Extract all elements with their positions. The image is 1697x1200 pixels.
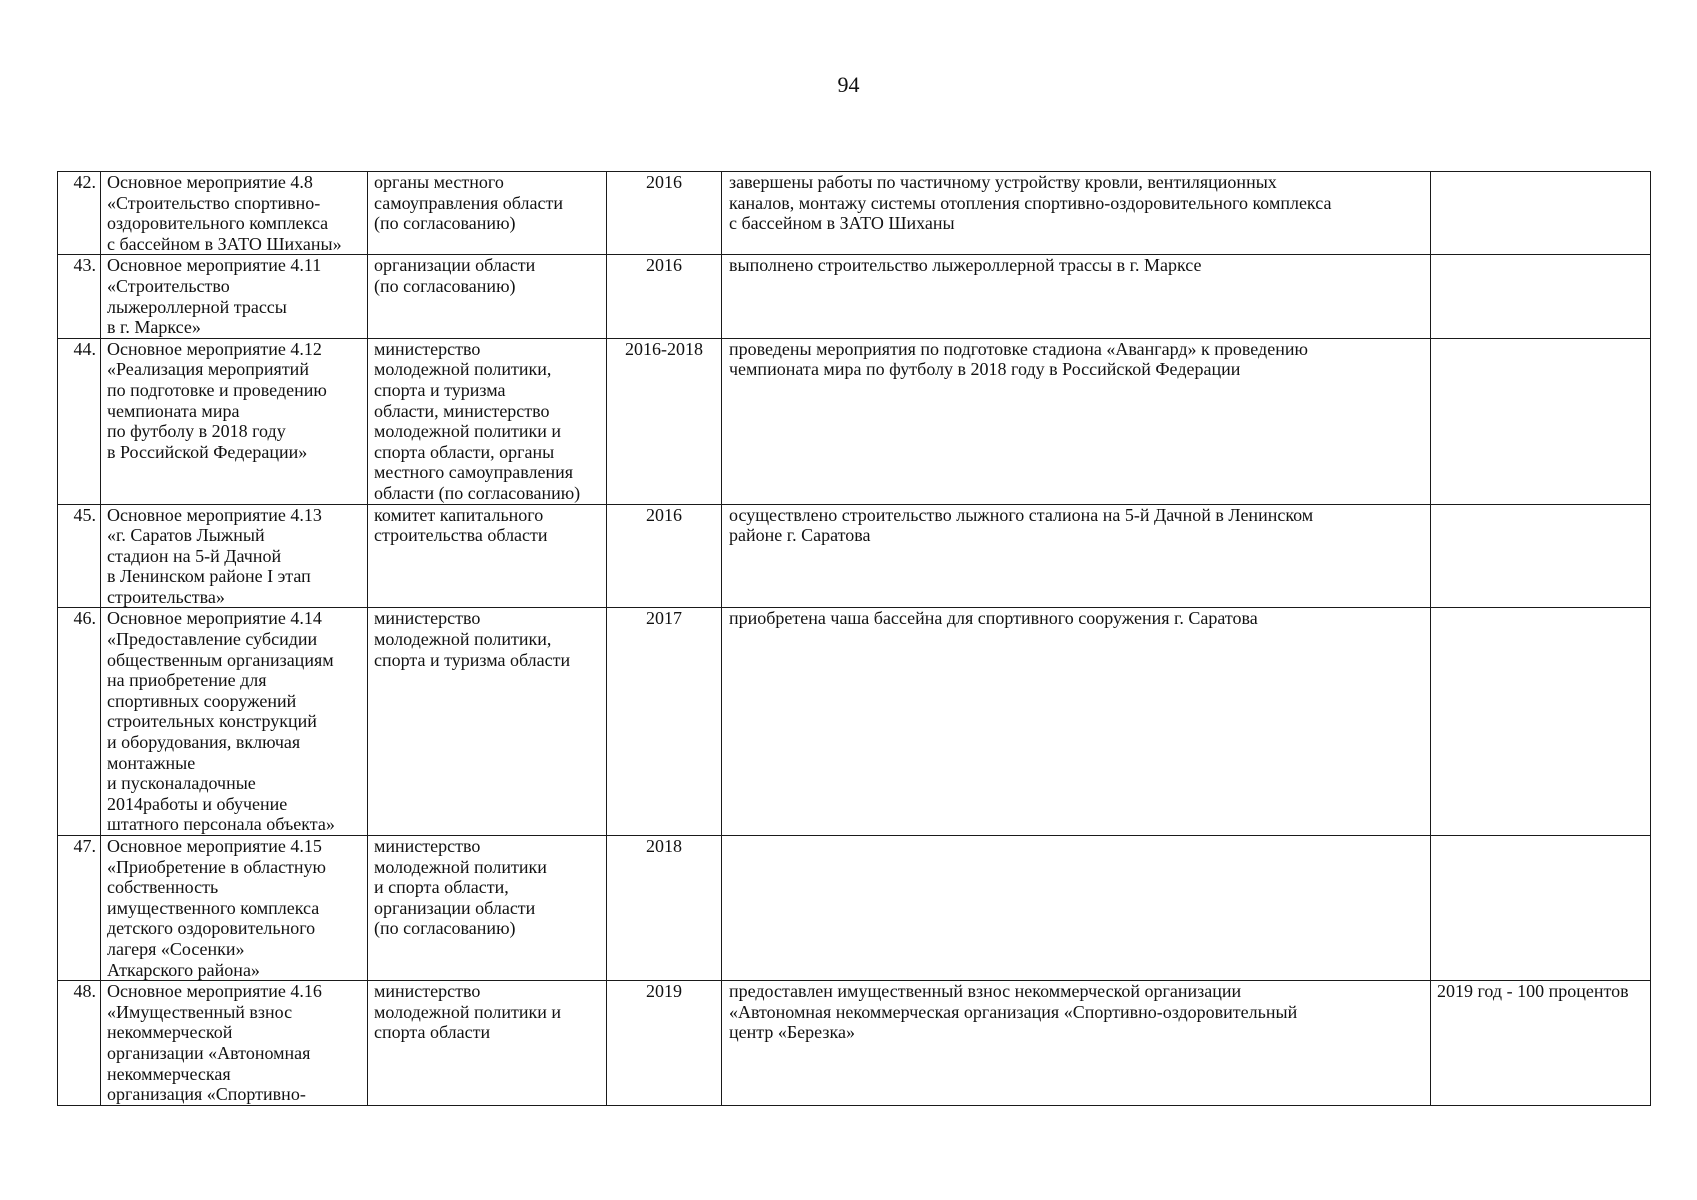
responsible-cell [368,504,607,608]
responsible-line: молодежной политики, [374,629,552,650]
responsible-line: молодежной политики и [374,421,561,442]
event-name-line: «Предоставление субсидии [107,629,318,650]
responsible-line: и спорта области, [374,877,509,898]
event-name-line: «г. Саратов Лыжный [107,525,265,546]
event-name-line: Основное мероприятие 4.12 [107,338,322,359]
responsible-line: министерство [374,338,481,359]
event-name-line: лагеря «Сосенки» [107,938,245,959]
report-table [57,171,1651,1106]
result-cell [722,504,1431,608]
result-line: с бассейном в ЗАТО Шиханы [729,213,955,234]
responsible-line: спорта области [374,1022,491,1043]
table-row [58,981,1651,1106]
table-row [58,836,1651,981]
event-name-line: Основное мероприятие 4.16 [107,981,322,1002]
event-name-cell [101,836,368,981]
event-name-line: и оборудования, включая [107,732,301,753]
responsible-line: молодежной политики, [374,359,552,380]
event-name-line: «Строительство спортивно- [107,192,321,213]
result-line: каналов, монтажу системы отопления спортивно-оздоровительного комплекса [729,192,1332,213]
responsible-line: комитет капитального [374,504,544,525]
event-name-line: «Реализация мероприятий [107,359,309,380]
responsible-line: спорта и туризма [374,379,506,400]
event-name-line: Основное мероприятие 4.11 [107,255,322,276]
event-name-cell [101,608,368,836]
event-name-line: некоммерческой [107,1022,233,1043]
responsible-cell [368,981,607,1106]
page-number: 94 [837,72,860,97]
responsible-cell [368,608,607,836]
event-name-line: спортивных сооружений [107,690,297,711]
result-cell [722,172,1431,255]
result-cell [722,255,1431,338]
row-number-cell: 48. [58,981,101,1106]
result-cell [722,981,1431,1106]
event-name-line: Основное мероприятие 4.15 [107,836,322,856]
event-name-line: «Строительство [107,275,230,296]
event-name-line: в Российской Федерации» [107,441,308,462]
event-name-line: некоммерческая [107,1063,231,1084]
result-line: «Автономная некоммерческая организация «Спортивно-оздоровительный [729,1001,1298,1022]
result-line: приобретена чаша бассейна для спортивного сооружения г. Саратова [729,608,1258,629]
event-name-line: строительных конструкций [107,711,317,732]
event-name-line: общественным организациям [107,649,334,670]
table-row [58,255,1651,338]
year-cell: 2019 [607,981,722,1106]
event-name-line: «Имущественный взнос [107,1001,293,1022]
event-name-line: организации «Автономная [107,1042,311,1063]
responsible-line: (по согласованию) [374,213,516,234]
year-cell: 2017 [607,608,722,836]
result-cell [722,608,1431,836]
result-line: чемпионата мира по футболу в 2018 году в Российской Федерации [729,359,1241,380]
table-row [58,608,1651,836]
result-line: проведены мероприятия по подготовке стадиона «Авангард» к проведению [729,338,1308,359]
event-name-line: организация «Спортивно- [107,1084,306,1105]
event-name-line: штатного персонала объекта» [107,814,335,835]
event-name-line: оздоровительного комплекса [107,213,329,234]
year-cell: 2016 [607,504,722,608]
event-name-cell [101,255,368,338]
year-cell: 2018 [607,836,722,981]
responsible-line: министерство [374,836,481,856]
event-name-line: детского оздоровительного [107,918,316,939]
row-number-cell: 45. [58,504,101,608]
event-name-line: в г. Марксе» [107,317,201,338]
result-line: районе г. Саратова [729,525,871,546]
result-cell [722,338,1431,504]
event-name-line: по футболу в 2018 году [107,421,286,442]
note-cell [1431,504,1651,608]
responsible-cell [368,255,607,338]
note-cell [1431,172,1651,255]
year-cell: 2016 [607,255,722,338]
event-name-line: чемпионата мира [107,400,240,421]
event-name-line: «Приобретение в областную [107,856,327,877]
event-name-line: в Ленинском районе I этап [107,566,311,587]
responsible-line: строительства области [374,525,548,546]
row-number-cell: 44. [58,338,101,504]
event-name-cell [101,172,368,255]
event-name-line: 2014работы и обучение [107,793,288,814]
table-row [58,172,1651,255]
event-name-cell [101,981,368,1106]
report-table-body [58,172,1651,1106]
responsible-line: области, министерство [374,400,550,421]
result-line: осуществлено строительство лыжного сталиона на 5-й Дачной в Ленинском [729,504,1314,525]
event-name-line: Основное мероприятие 4.8 [107,172,313,192]
responsible-line: (по согласованию) [374,918,516,939]
row-number-cell: 46. [58,608,101,836]
note-cell [1431,608,1651,836]
responsible-line: (по согласованию) [374,275,516,296]
row-number-cell: 43. [58,255,101,338]
event-name-line: и пусконаладочные [107,773,256,794]
result-line: центр «Березка» [729,1022,855,1043]
note-cell [1431,255,1651,338]
event-name-cell [101,504,368,608]
table-row [58,338,1651,504]
responsible-line: области (по согласованию) [374,482,581,503]
responsible-line: молодежной политики и [374,1001,561,1022]
year-cell: 2016-2018 [607,338,722,504]
event-name-line: лыжероллерной трассы [107,296,287,317]
result-cell [722,836,1431,981]
event-name-line: Основное мероприятие 4.14 [107,608,322,629]
event-name-line: строительства» [107,586,225,607]
event-name-line: стадион на 5-й Дачной [107,545,282,566]
note-cell: 2019 год - 100 процентов [1431,981,1651,1106]
note-cell [1431,836,1651,981]
event-name-line: по подготовке и проведению [107,379,327,400]
event-name-line: Основное мероприятие 4.13 [107,504,322,525]
table-row [58,504,1651,608]
responsible-line: организации области [374,255,536,276]
responsible-line: местного самоуправления [374,462,574,483]
responsible-line: организации области [374,897,536,918]
row-number-cell: 47. [58,836,101,981]
event-name-line: собственность [107,877,219,898]
result-line: завершены работы по частичному устройству кровли, вентиляционных [729,172,1277,192]
responsible-cell [368,836,607,981]
event-name-line: на приобретение для [107,670,267,691]
result-line: предоставлен имущественный взнос некоммерческой организации [729,981,1242,1002]
responsible-line: молодежной политики [374,856,547,877]
responsible-line: органы местного [374,172,504,192]
event-name-line: монтажные [107,752,196,773]
event-name-line: Аткарского района» [107,959,260,980]
responsible-line: министерство [374,608,481,629]
note-cell [1431,338,1651,504]
responsible-line: спорта и туризма области [374,649,571,670]
responsible-line: спорта области, органы [374,441,555,462]
event-name-cell [101,338,368,504]
responsible-line: министерство [374,981,481,1002]
responsible-cell [368,172,607,255]
responsible-line: самоуправления области [374,192,563,213]
year-cell: 2016 [607,172,722,255]
event-name-line: имущественного комплекса [107,897,320,918]
result-line: выполнено строительство лыжероллерной трассы в г. Марксе [729,255,1202,276]
event-name-line: с бассейном в ЗАТО Шиханы» [107,233,342,254]
responsible-cell [368,338,607,504]
row-number-cell: 42. [58,172,101,255]
